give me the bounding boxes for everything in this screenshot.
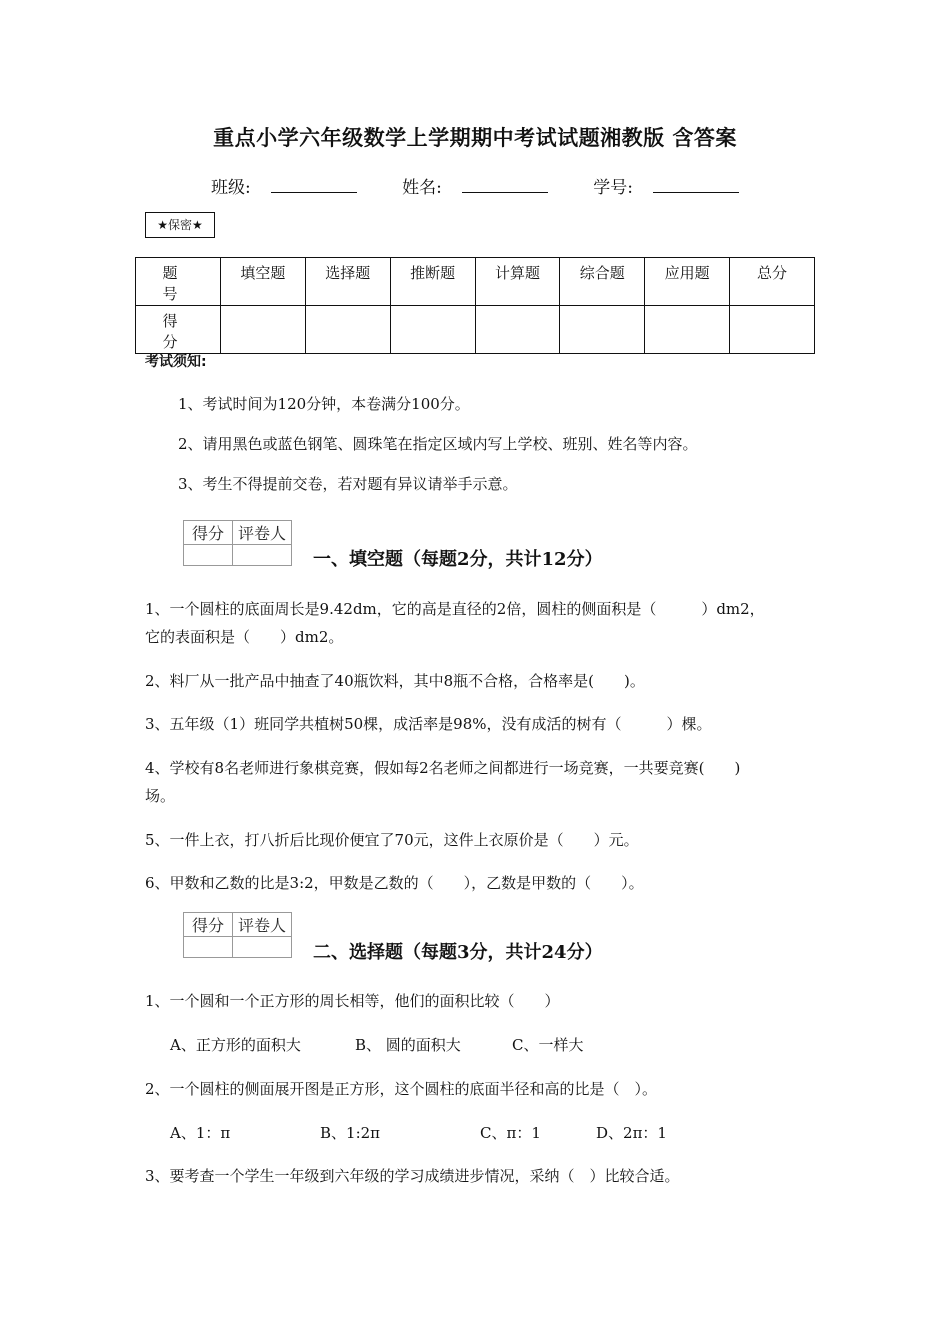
question: 1、一个圆柱的底面周长是9.42dm，它的高是直径的2倍，圆柱的侧面积是（ ）dm2，: [145, 600, 765, 618]
grader-score-cell[interactable]: [184, 937, 233, 958]
question: 1、一个圆和一个正方形的周长相等，他们的面积比较（ ）: [145, 992, 560, 1010]
notice-item: 1、考试时间为120分钟，本卷满分100分。: [178, 395, 470, 413]
score-table-header-row: [136, 258, 815, 306]
option[interactable]: C、π：1: [480, 1124, 541, 1142]
notice-item: 2、请用黑色或蓝色钢笔、圆珠笔在指定区域内写上学校、班别、姓名等内容。: [178, 435, 698, 453]
question: 2、一个圆柱的侧面展开图是正方形，这个圆柱的底面半径和高的比是（ ）。: [145, 1080, 658, 1098]
score-cell[interactable]: [560, 306, 645, 354]
question: 5、一件上衣，打八折后比现价便宜了70元，这件上衣原价是（ ）元。: [145, 831, 639, 849]
header-cell: 题 号: [136, 258, 221, 306]
score-cell[interactable]: [221, 306, 306, 354]
question: 6、甲数和乙数的比是3:2，甲数是乙数的（ ），乙数是甲数的（ ）。: [145, 874, 644, 892]
name-label: 姓名:: [402, 178, 442, 198]
student-info: [0, 173, 950, 198]
grader-score-cell[interactable]: [184, 545, 233, 566]
header-cell: 应用题: [645, 258, 730, 306]
name-blank[interactable]: [462, 176, 548, 193]
secret-tag: ★保密★: [145, 212, 215, 238]
class-label: 班级:: [210, 178, 251, 198]
question-continued: 场。: [145, 787, 176, 805]
grader-box: [183, 912, 292, 958]
header-cell: 计算题: [475, 258, 560, 306]
option[interactable]: A、1：π: [170, 1124, 231, 1142]
score-table-score-row: [136, 306, 815, 354]
header-cell: 选择题: [305, 258, 390, 306]
option[interactable]: B、 圆的面积大: [355, 1036, 461, 1054]
header-cell: 填空题: [221, 258, 306, 306]
section-title: 二、选择题（每题3分，共计24分）: [313, 942, 603, 963]
row-label: 得 分: [136, 306, 221, 354]
id-blank[interactable]: [653, 176, 739, 193]
question: 2、料厂从一批产品中抽查了40瓶饮料，其中8瓶不合格，合格率是( )。: [145, 672, 645, 690]
header-cell: 推断题: [390, 258, 475, 306]
question: 3、要考查一个学生一年级到六年级的学习成绩进步情况，采纳（ ）比较合适。: [145, 1167, 680, 1185]
score-cell[interactable]: [390, 306, 475, 354]
grader-score-label: 得分: [184, 913, 233, 937]
score-table: [135, 257, 815, 354]
header-cell: 综合题: [560, 258, 645, 306]
notice-item: 3、考生不得提前交卷，若对题有异议请举手示意。: [178, 475, 518, 493]
grader-score-label: 得分: [184, 521, 233, 545]
grader-name-label: 评卷人: [233, 913, 292, 937]
grader-name-label: 评卷人: [233, 521, 292, 545]
grader-box: [183, 520, 292, 566]
page-title: 重点小学六年级数学上学期期中考试试题湘教版 含答案: [213, 125, 737, 150]
id-label: 学号:: [593, 178, 633, 198]
option[interactable]: C、一样大: [512, 1036, 584, 1054]
question: 4、学校有8名老师进行象棋竞赛，假如每2名老师之间都进行一场竞赛，一共要竞赛( ): [145, 759, 741, 777]
grader-name-cell[interactable]: [233, 937, 292, 958]
question: 3、五年级（1）班同学共植树50棵，成活率是98%，没有成活的树有（ ）棵。: [145, 715, 712, 733]
option[interactable]: A、正方形的面积大: [170, 1036, 301, 1054]
notice-title: 考试须知:: [145, 354, 207, 370]
score-cell[interactable]: [475, 306, 560, 354]
grader-name-cell[interactable]: [233, 545, 292, 566]
question-continued: 它的表面积是（ ）dm2。: [145, 628, 344, 646]
option[interactable]: B、1:2π: [320, 1124, 381, 1142]
section-title: 一、填空题（每题2分，共计12分）: [313, 549, 603, 570]
class-blank[interactable]: [271, 176, 357, 193]
option[interactable]: D、2π：1: [596, 1124, 667, 1142]
score-cell[interactable]: [305, 306, 390, 354]
header-cell: 总分: [730, 258, 815, 306]
score-cell[interactable]: [730, 306, 815, 354]
score-cell[interactable]: [645, 306, 730, 354]
